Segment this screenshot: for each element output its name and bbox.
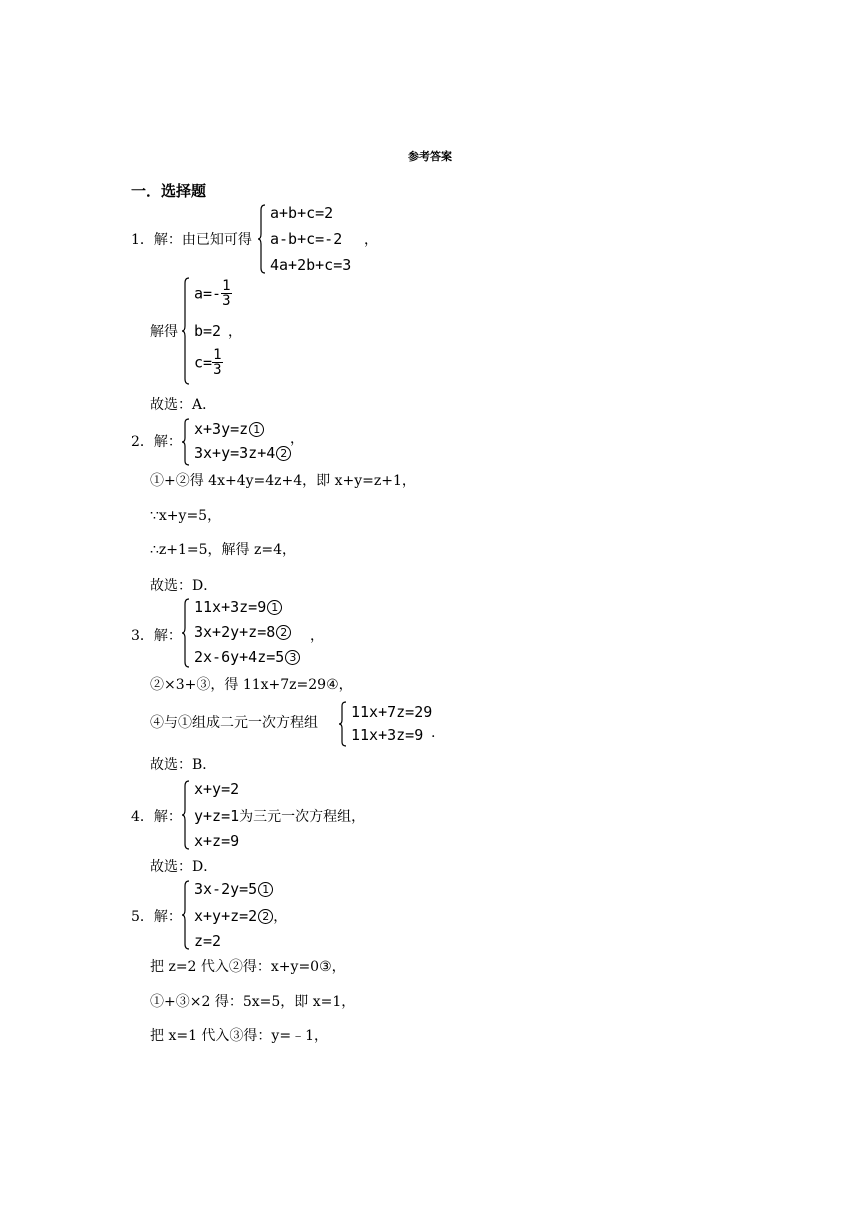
q2-eq2: [194, 444, 291, 462]
circled-number: 2: [276, 446, 291, 461]
fraction-den: 3: [222, 293, 231, 309]
q5-line2: ①+③×2 得：5x=5，即 x=1，: [150, 994, 356, 1010]
q3-eq3: [194, 648, 300, 666]
q1-eq1: a+b+c=2: [270, 204, 334, 222]
fraction-den: 3: [213, 362, 222, 378]
q4-eq2-suffix: 为三元一次方程组，: [239, 809, 366, 825]
brace-icon: [182, 418, 190, 466]
q1-label: 1．解：由已知可得: [131, 232, 252, 248]
fraction: [212, 348, 222, 377]
q4-system: [182, 780, 382, 850]
q5-eq2: [194, 906, 287, 926]
q3-answer: 故选：B．: [150, 757, 217, 773]
q2-comma: ，: [290, 431, 304, 447]
fraction-num: 1: [222, 278, 231, 294]
q3-sys-eq2: 11x+3z=9: [351, 726, 424, 744]
q2-line1: ①+②得 4x+4y=4z+4，即 x+y=z+1，: [150, 473, 416, 489]
q5-line3: 把 x=1 代入③得：y=﹣1，: [150, 1028, 328, 1044]
q4-answer: 故选：D．: [150, 859, 218, 875]
q2-eq2-text: 3x+y=3z+4: [194, 444, 276, 462]
q3-eq2-text: 3x+2y+z=8: [194, 623, 276, 641]
q1-answer: 故选：A．: [150, 397, 217, 413]
brace-icon: [182, 780, 190, 850]
page-title: 参考答案: [408, 150, 452, 163]
q2-eq1: [194, 420, 264, 438]
brace-icon: [182, 277, 190, 385]
q4-eq1: x+y=2: [194, 780, 240, 798]
brace-icon: [182, 598, 190, 668]
q1-sol-c-left: c=: [194, 353, 213, 372]
fraction-num: 1: [213, 347, 222, 363]
q3-label: 3．解：: [131, 628, 182, 644]
q1-sol-comma: ，: [228, 324, 242, 340]
q3-eq1-text: 11x+3z=9: [194, 598, 267, 616]
q1-comma: ，: [364, 232, 378, 248]
section-heading: 一．选择题: [131, 182, 207, 200]
q2-line2: ∵x+y=5，: [150, 508, 222, 524]
q3-period: .: [431, 725, 436, 741]
circled-number: 2: [258, 909, 273, 924]
circled-number: 2: [276, 625, 291, 640]
q5-comma: ，: [273, 909, 288, 925]
q1-eq3: 4a+2b+c=3: [270, 256, 352, 274]
q3-eq3-text: 2x-6y+4z=5: [194, 648, 285, 666]
circled-number: 3: [285, 650, 300, 665]
q1-sol-c: [194, 348, 223, 377]
circled-number: 1: [267, 600, 282, 615]
fraction: [221, 279, 231, 308]
q2-line3: ∴z+1=5，解得 z=4，: [150, 542, 297, 558]
q5-system: [182, 880, 322, 950]
q2-eq1-text: x+3y=z: [194, 420, 249, 438]
q3-system: [182, 598, 322, 668]
q4-eq3: x+z=9: [194, 832, 240, 850]
q3-line1: ②×3+③，得 11x+7z=29④，: [150, 677, 353, 693]
q3-sys-eq1: 11x+7z=29: [351, 703, 433, 721]
circled-number: 1: [249, 422, 264, 437]
brace-icon: [258, 204, 266, 274]
q2-answer: 故选：D．: [150, 578, 218, 594]
brace-icon: [182, 880, 190, 950]
q1-sol-a-left: a=-: [194, 284, 222, 303]
q3-eq1: [194, 598, 282, 616]
q5-eq2-text: x+y+z=2: [194, 907, 258, 925]
q2-label: 2．解：: [131, 434, 182, 450]
q4-eq2-text: y+z=1: [194, 807, 240, 825]
circled-number: 1: [258, 882, 273, 897]
q5-eq1-text: 3x-2y=5: [194, 880, 258, 898]
q4-eq2: [194, 806, 365, 826]
q1-solve-label: 解得: [150, 324, 178, 340]
brace-icon: [339, 701, 347, 747]
q4-label: 4．解：: [131, 809, 182, 825]
q5-eq3: z=2: [194, 932, 222, 950]
q3-eq2: [194, 623, 291, 641]
q1-sol-a: [194, 279, 232, 308]
q3-line2: ④与①组成二元一次方程组: [150, 715, 318, 731]
q5-label: 5．解：: [131, 909, 182, 925]
q1-sol-b: b=2: [194, 322, 222, 340]
q5-line1: 把 z=2 代入②得：x+y=0③，: [150, 959, 346, 975]
q5-eq1: [194, 880, 273, 898]
q1-eq2: a-b+c=-2: [270, 230, 343, 248]
q3-comma: ，: [310, 628, 324, 644]
